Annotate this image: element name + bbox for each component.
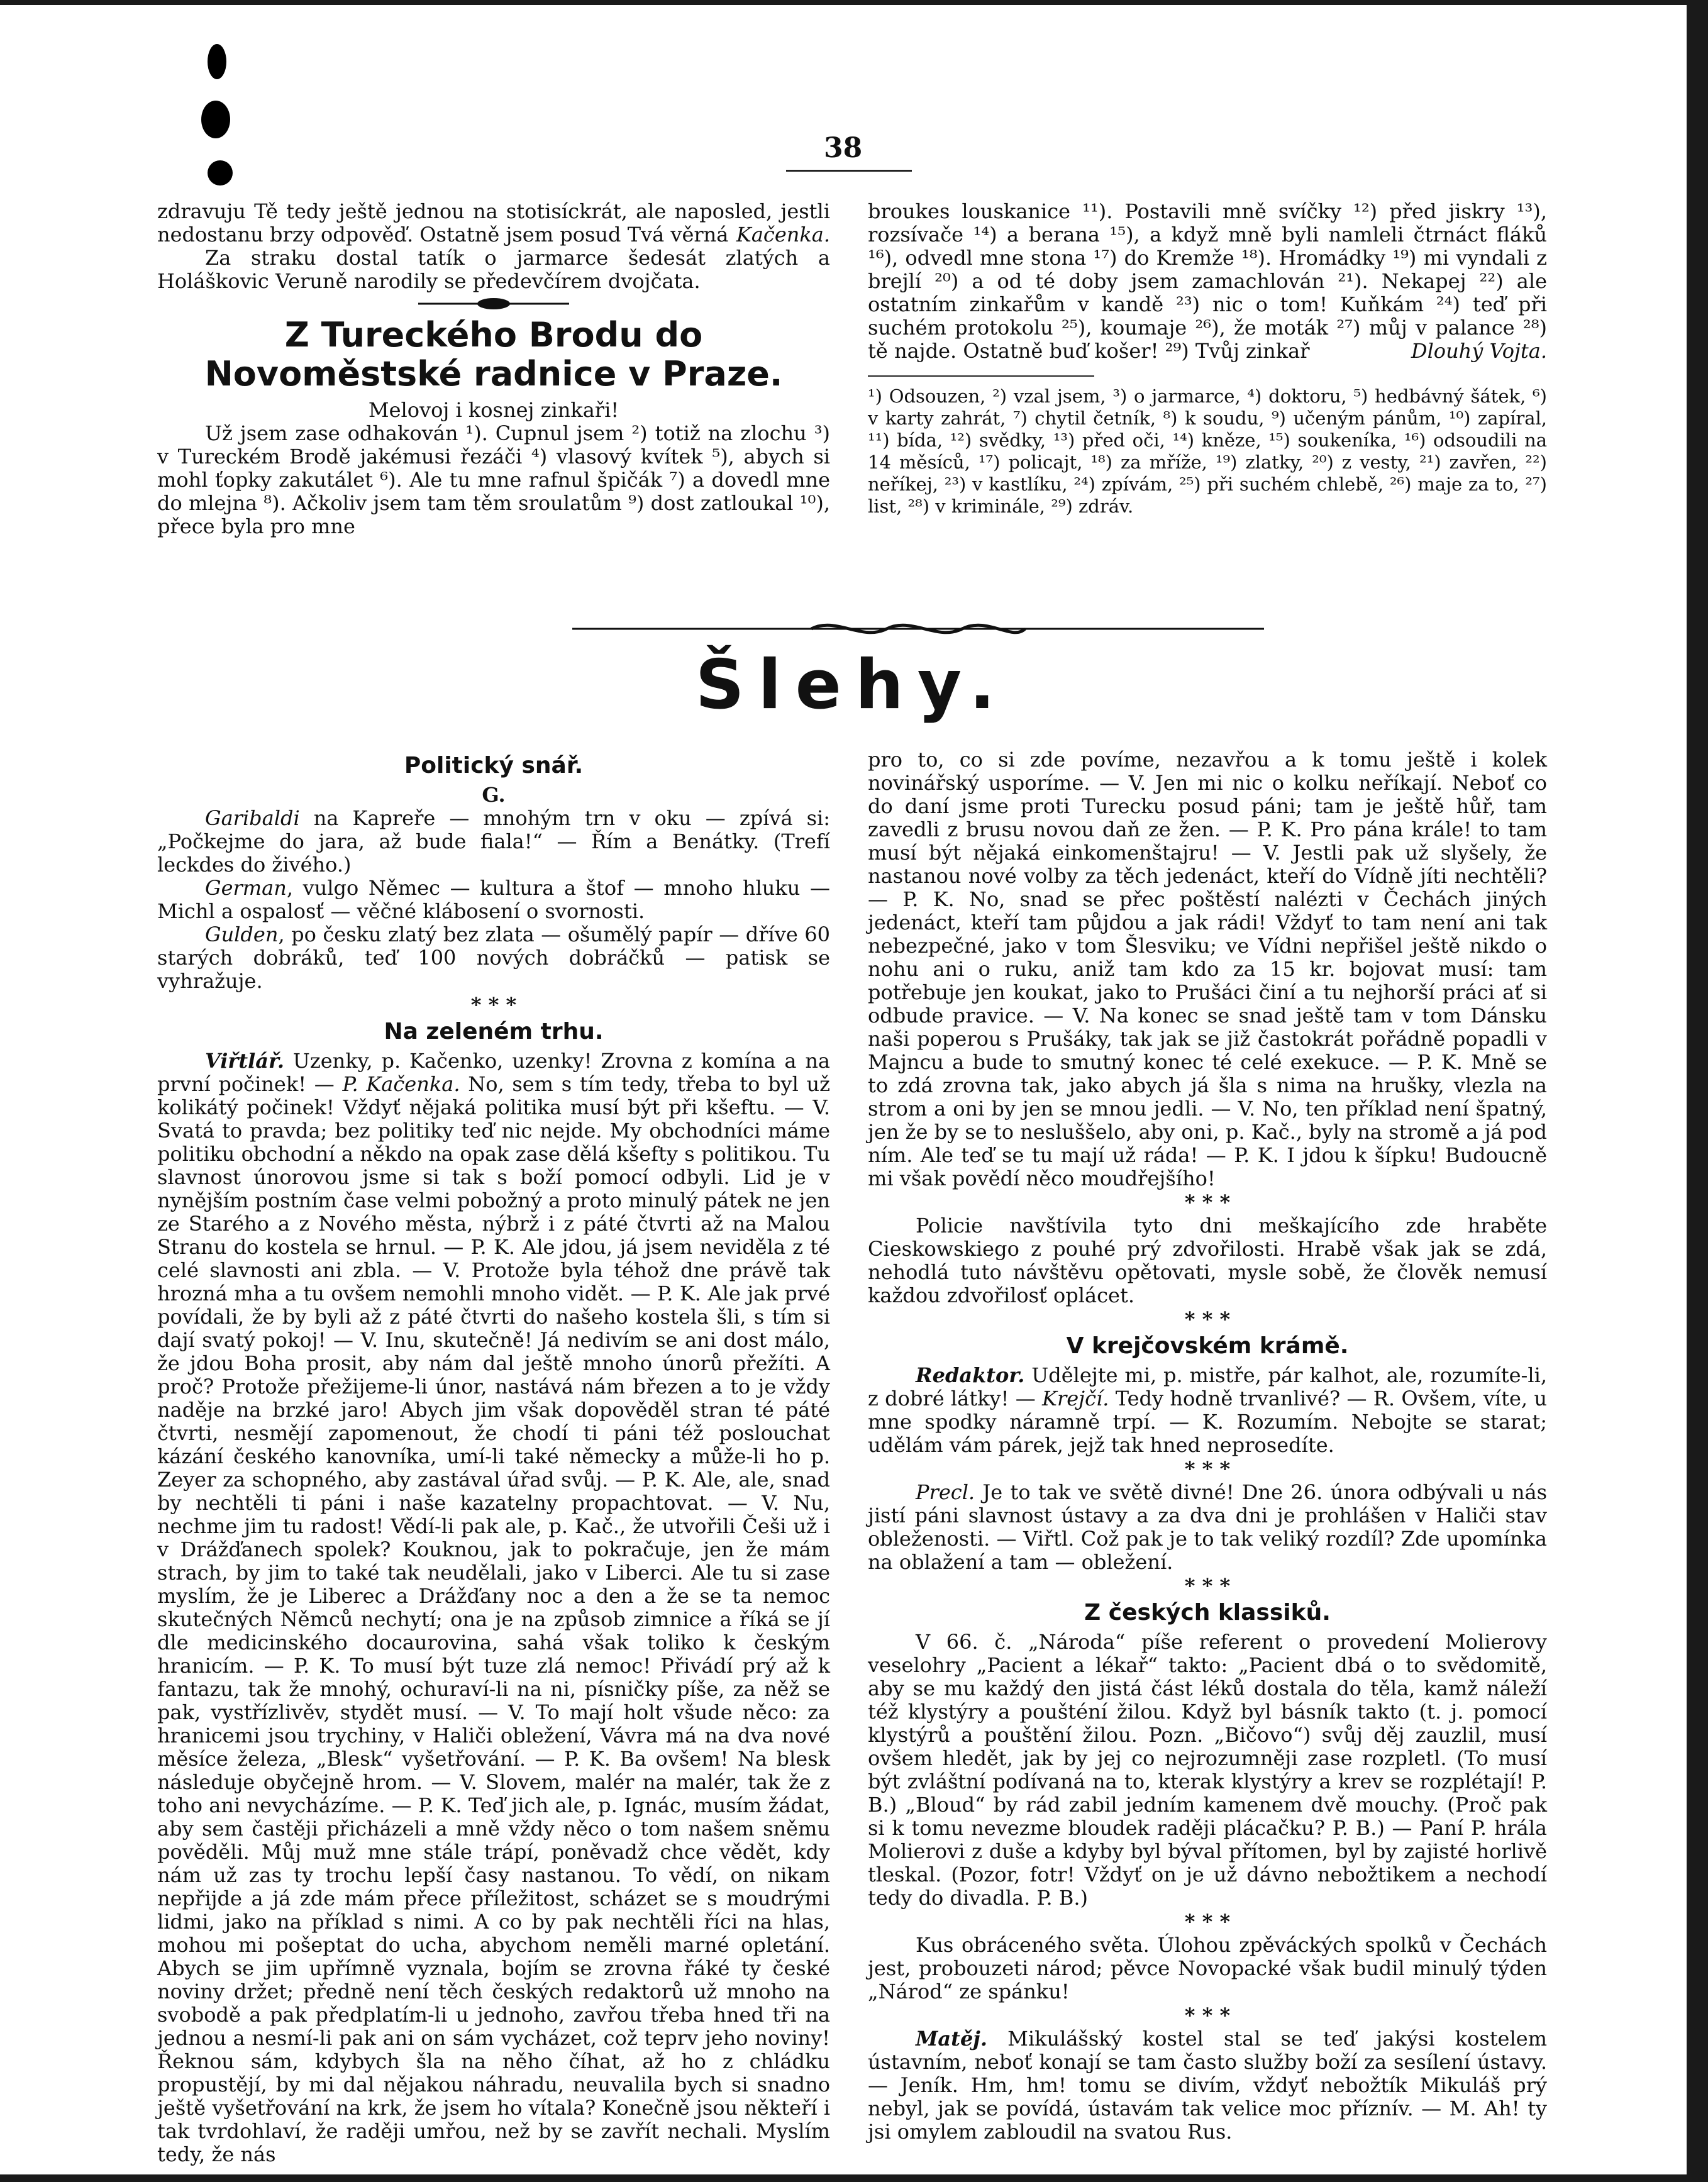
section-title: Šlehy. [695, 646, 1009, 724]
divider-ornament [157, 293, 830, 308]
scan-border-top [0, 0, 1708, 5]
entry-text: , po česku zlatý bez zlata — ošumělý papír — dříve 60 starých dobráků, teď 100 nových dobráčků — patisk se vyhražuje. [157, 922, 830, 993]
asterism: * * * [1184, 1574, 1231, 1598]
letter-ending: zdravuju Tě tedy ještě jednou na stotisíckrát, ale naposled, jestli nedostanu brzy odpověď. Ostatně jsem posud Tvá věrná [157, 199, 830, 246]
speaker-name: Matěj. [916, 2027, 988, 2051]
entry-term: Garibaldi [205, 806, 300, 830]
dialogue-text: Mikulášský kostel stal se teď jakýsi kostelem ústavním, neboť konají se tam často služby boží za sesílení ústavy. — Jeník. Hm, hm! tomu se divím, vždyť nebožtík Mikuláš prý nebyl, jak se povídá, ústavám tak velice moc příznív. — M. Ah! ty jsi omylem zabloudil na svatou Rus. [868, 2027, 1547, 2144]
dialogue-text: Tedy hodně trvanlivé? — R. Ovšem, víte, u mne spodky náramně trpí. — K. Rozumím. Nebojte se starat; udělám vám párek, jejž tak hned neprosedíte. [868, 1387, 1547, 1457]
entry-term: German [205, 876, 287, 900]
news-paragraph: Za straku dostal tatík o jarmarce šedesát zlatých a Holáškovic Veruně narodily se předevčírem dvojčata. [157, 246, 830, 293]
ink-blot [208, 160, 233, 186]
scan-border-right [1687, 0, 1708, 2182]
dialogue-text: Uzenky, p. Kačenko, uzenky! Zrovna z komína a na první počinek! — [157, 1049, 830, 1096]
dialogue-text: No, sem s tím tedy, třeba to byl už kolikátý počinek! Vždyť nějaká politika musí být při kšeftu. — V. Svatá to pravda; bez politiky teď nic nejde. My obchodníci máme politiku obchodní a někdo na opak zase dělá kšefty s politikou. Tu slavnost únorovou jsme si tak s boží pomocí odbyli. Lid je v nynějším postním čase velmi pobožný a proto minulý pátek ne jen ze Starého a z Nového města, nýbrž i z páté čtvrti až na Malou Stranu do kostela se hrnul. — P. K. Ale jdou, já jsem neviděla z té celé slavnosti ani zbla. — V. Protože byla téhož dne právě tak hrozná mha a tu ovšem nemohli mnoho vidět. — P. K. Ale jak prvé povídali, že by byli až z páté čtvrti do našeho kostela šli, s tím si dají svatý pokoj! — V. Inu, skutečně! Já nedivím se ani dost málo, že jdou Boha prosit, aby nám dal ještě mnoho únorů přežíti. A proč? Protože přežijeme-li únor, nastává nám březen a to je vždy naděje na brzké jaro! Abych jim však dopověděl stran té páté čtvrti, nesmějí zapomenout, že chodí ti páni též poslouchat kázání českého kanovníka, umí-li také německy a může-li ho p. Zeyer za schopného, aby zastával úřad svůj. — P. K. Ale, ale, snad by nechtěli ti páni i naše kazatelny propachtovat. — V. Nu, nechme jim tu radost! Vědí-li pak ale, p. Kač., že utvořili Češi už i v Drážďanech spolek? Kouknou, jak to pokračuje, jen že mám strach, by jim to také tak neudělali, jako v Liberci. Ale tu si zase myslím, že je Liberec a Drážďany noc a den a že se ta nemoc skutečných Němců nechytí; ona je na způsob zimnice a říká se jí dle medicinského docaurovina, sahá však toliko k českým hranicím. — P. K. To musí být tuze zlá nemoc! Přivádí prý až k fantazu, tak že mnohý, ochuraví-li na ni, písničky píše, za něž se pak, vystřízlivěv, stydět musí. — V. To mají holt všude něco: za hranicemi jsou trychiny, v Haliči obležení, Vávra má na dva nové měsíce železa, „Blesk“ vyšetřování. — P. K. Ba ovšem! Na blesk následuje obyčejně hrom. — V. Slovem, malér na malér, tak že z toho ani nevycházíme. — P. K. Teď jich ale, p. Ignác, musím žádat, aby sem častěji přicházeli a mně vždy něco o tom našem sněmu pověděli. Můj muž mne stále trápí, poněvadž chce vědět, kdy nám už zas ty trochu lepší časy nastanou. To vědí, on nikam nepřijde a já zde mám přece příležitost, scházet se s moudrými lidmi, jako na příklad s nimi. A co by pak nechtěli říci na hlas, mohou mi pošeptat do ucha, abychom neměli marné opletání. Abych se jim upřímně vyznala, bojím se zrovna řáké ty české noviny držet; předně není těch českých redaktorů už mnoho na svobodě a pak předplatím-li u jednoho, zavřou třeba hned tři na jednou a nesmí-li pak ani on sám vycházet, což teprv jeho noviny! Řeknou sám, kdybych šla na něho číhat, až ho z chládku propustějí, by mi dal nějakou náhradu, neuvalila bych si snadno ještě vyšetřování na krk, že jsem ho vítala? Konečně jsou někteří i tak tvrdohlaví, že raději umřou, než by se zavřít nechali. Myslím tedy, že nás [157, 1072, 831, 2166]
ink-blot [201, 101, 230, 138]
asterism: * * * [1184, 1910, 1231, 1934]
left-bottom-column [157, 748, 830, 2166]
speaker-name: Precl. [916, 1480, 975, 1504]
dialogue-continuation: pro to, co si zde povíme, nezavřou a k tomu ještě i kolek novinářský usporíme. — V. Jen mi nic o kolku neříkají. Neboť co do daní jsme proti Turecku posud páni; tam je ještě hůř, tam zavedli z brusu novou daň ze žen. — P. K. Pro pána krále! to tam musí být nějaká einkomenštajru! — V. Jestli pak už slyšely, že nastanou nové volby za těch jedenáct, kteří do Vídně jíti nechtěli? — P. K. No, snad se přec poštěstí nalézti v Čechách jiných jedenáct, kteří tam půjdou a jak rádi! Vždyť to tam není ani tak nebezpečné, jako v tom Šlesviku; ve Vídni nepřišel ještě nikdo o nohu ani o ruku, aniž tam kdo za 15 kr. bojovat musí: tam potřebuje jen koukat, jako to Prušáci činí a tu nejhorší práci ať si odbude pravice. — V. Na konec se snad ještě tam v tom Dánsku naši poperou s Prušáky, tak jak se již častokrát pořádně popadli v Majncu a bude to smutný konec té celé exekuce. — P. K. Mně se to zdá zrovna tak, jako abych já šla s nima na hrušky, vlezla na strom a oni by jen se mnou jedli. — V. No, ten příklad není špatný, jen že by se to nesluššelo, aby oni, p. Kač., byly na stromě a já pod ním. Ale teď se tu mají už ráda! — P. K. I jdou k šípku! Budoucně mi však povědí něco moudřejšího! [868, 748, 1547, 1190]
speaker-name: Redaktor. [916, 1363, 1025, 1387]
entry-term: Gulden [205, 922, 279, 946]
asterism: * * * [1184, 1190, 1231, 1214]
section-ornament [572, 616, 1264, 641]
ink-blot [208, 44, 226, 79]
police-note: Policie navštívila tyto dni meškajícího zde hraběte Cieskowskiego z pouhé prý zdvořilosti. Hrabě však jak se zdá, nehodlá tuto návštěvu opětovati, mysle sobě, že člověk nemusí každou zdvořilosť oplácet. [868, 1214, 1547, 1307]
entry-text: na Kapreře — mnohým trn v oku — zpívá si: „Počkejme do jara, až bude fiala!“ — Řím a Benátky. (Trefí leckdes do živého.) [157, 806, 830, 877]
article-title: Z Tureckého Brodu do Novoměstské radnice v Praze. [204, 315, 783, 394]
letter-body: Už jsem zase odhakován ¹). Cupnul jsem ²) totiž na zlochu ³) v Tureckém Brodě jakémusi řezáči ⁴) vlasový kvítek ⁵), abych si mohl ťopky zakutálet ⁶). Ale tu mne rafnul špičák ⁷) a dovedl mne do mlejna ⁸). Ačkoliv jsem tam těm sroulatům ⁹) dost zatloukal ¹⁰), přece byla pro mne [157, 421, 830, 538]
asterism: * * * [1184, 1307, 1231, 1331]
dialogue-text: Je to tak ve světě divné! Dne 26. února odbývali u nás jistí páni slavnost ústavy a za dva dni je prohlášen v Haliči stav obleženosti. — Viřtl. Což pak je to tak veliký rozdíl? Zde upomínka na oblažení a tam — obležení. [868, 1480, 1547, 1574]
asterism: * * * [470, 993, 517, 1017]
right-bottom-column [868, 748, 1547, 2144]
left-top-column [157, 200, 830, 538]
green-market-heading: Na zeleném trhu. [384, 1019, 604, 1044]
asterism: * * * [1184, 1457, 1231, 1481]
asterism: * * * [1184, 2003, 1231, 2027]
tailor-shop-heading: V krejčovském krámě. [1066, 1333, 1349, 1359]
upside-down-world-note: Kus obráceného světa. Úlohou zpěváckých spolků v Čechách jest, probouzeti národ; pěvce Novopacké však budil minulý týden „Národ“ ze spánku! [868, 1933, 1547, 2003]
letter-g-heading: G. [482, 783, 506, 807]
scan-border-bottom [0, 2174, 1708, 2182]
entry-text: , vulgo Němec — kultura a štof — mnoho hluku — Michl a ospalosť — věčné klábosení o svornosti. [157, 876, 830, 923]
letter-signature-vojta: Dlouhý Vojta. [1411, 339, 1547, 363]
footnote-rule [868, 375, 1094, 377]
dialogue-text: Udělejte mi, p. mistře, pár kalhot, ale, rozumíte-li, z dobré látky! — [868, 1363, 1547, 1410]
review-quote: V 66. č. „Národa“ píše referent o provedení Molierovy veselohry „Pacient a lékař“ takto: „Pacient dbá o to svědomitě, aby se mu každý den jistá část léků dostala do těla, kamž náleží též klystýry a poušténí žilou. Když byl básník takto (t. j. pomocí klystýrů a pouštění žilou. Pozn. „Bičovo“) svůj děj zauzlil, musí ovšem hledět, jak by jej co nejrozumněji zase rozpletl. (To musí být zvláštní podívaná na to, kterak klystýry a krev se rozplétají! P. B.) „Bloud“ by rád zabil jedním kamenem dvě mouchy. (Proč pak si k tomu nevezme bloudek raději plácačku? P. B.) — Paní P. hrála Molierovi z duše a kdyby byl býval přítomen, byl by zajisté horlivě tleskal. (Pozor, fotr! Vždyť on je už dávno nebožtikem a nechodí tedy do divadla. P. B.) [868, 1630, 1547, 1910]
right-top-column [868, 200, 1547, 518]
political-dream-book-heading: Politický snář. [404, 753, 584, 778]
speaker-name: P. Kačenka. [342, 1072, 460, 1096]
letter-greeting: Melovoj i kosnej zinkaři! [368, 398, 619, 422]
page-number: 38 [824, 132, 863, 164]
czech-classics-heading: Z českých klassiků. [1084, 1600, 1331, 1625]
speaker-name: Viřtlář. [205, 1049, 285, 1073]
speaker-name: Krejčí. [1042, 1387, 1109, 1410]
footnotes: ¹) Odsouzen, ²) vzal jsem, ³) o jarmarce, ⁴) doktoru, ⁵) hedbávný šátek, ⁶) v karty zahrát, ⁷) chytil četník, ⁸) k soudu, ⁹) učeným pánům, ¹⁰) zapíral, ¹¹) bída, ¹²) svědky, ¹³) před oči, ¹⁴) kněze, ¹⁵) soukeníka, ¹⁶) odsoudili na 14 měsíců, ¹⁷) policajt, ¹⁸) za mříže, ¹⁹) zlatky, ²⁰) z vesty, ²¹) zavřen, ²²) neříkej, ²³) v kastlíku, ²⁴) zpívám, ²⁵) při suchém chlebě, ²⁶) maje za to, ²⁷) list, ²⁸) v kriminále, ²⁹) zdráv. [868, 385, 1547, 517]
page-number-rule [786, 170, 912, 172]
letter-continuation: broukes louskanice ¹¹). Postavili mně svíčky ¹²) před jiskry ¹³), rozsívače ¹⁴) a berana ¹⁵), a když mně byli namleli čtrnáct fláků ¹⁶), odvedl mne stona ¹⁷) do Kremže ¹⁸). Hromádky ¹⁹) mi vyndali z brejlí ²⁰) a od té doby jsem zamachlován ²¹). Nekapej ²²) ale ostatním zinkařům v kandě ²³) nic o tom! Kuňkám ²⁴) teď při suchém protokolu ²⁵), koumaje ²⁶), že moták ²⁷) můj v palance ²⁸) tě najde. Ostatně buď košer! ²⁹) Tvůj zinkař [868, 199, 1547, 363]
letter-signature: Kačenka. [736, 223, 830, 246]
divider-ornament-graphic [418, 296, 569, 311]
